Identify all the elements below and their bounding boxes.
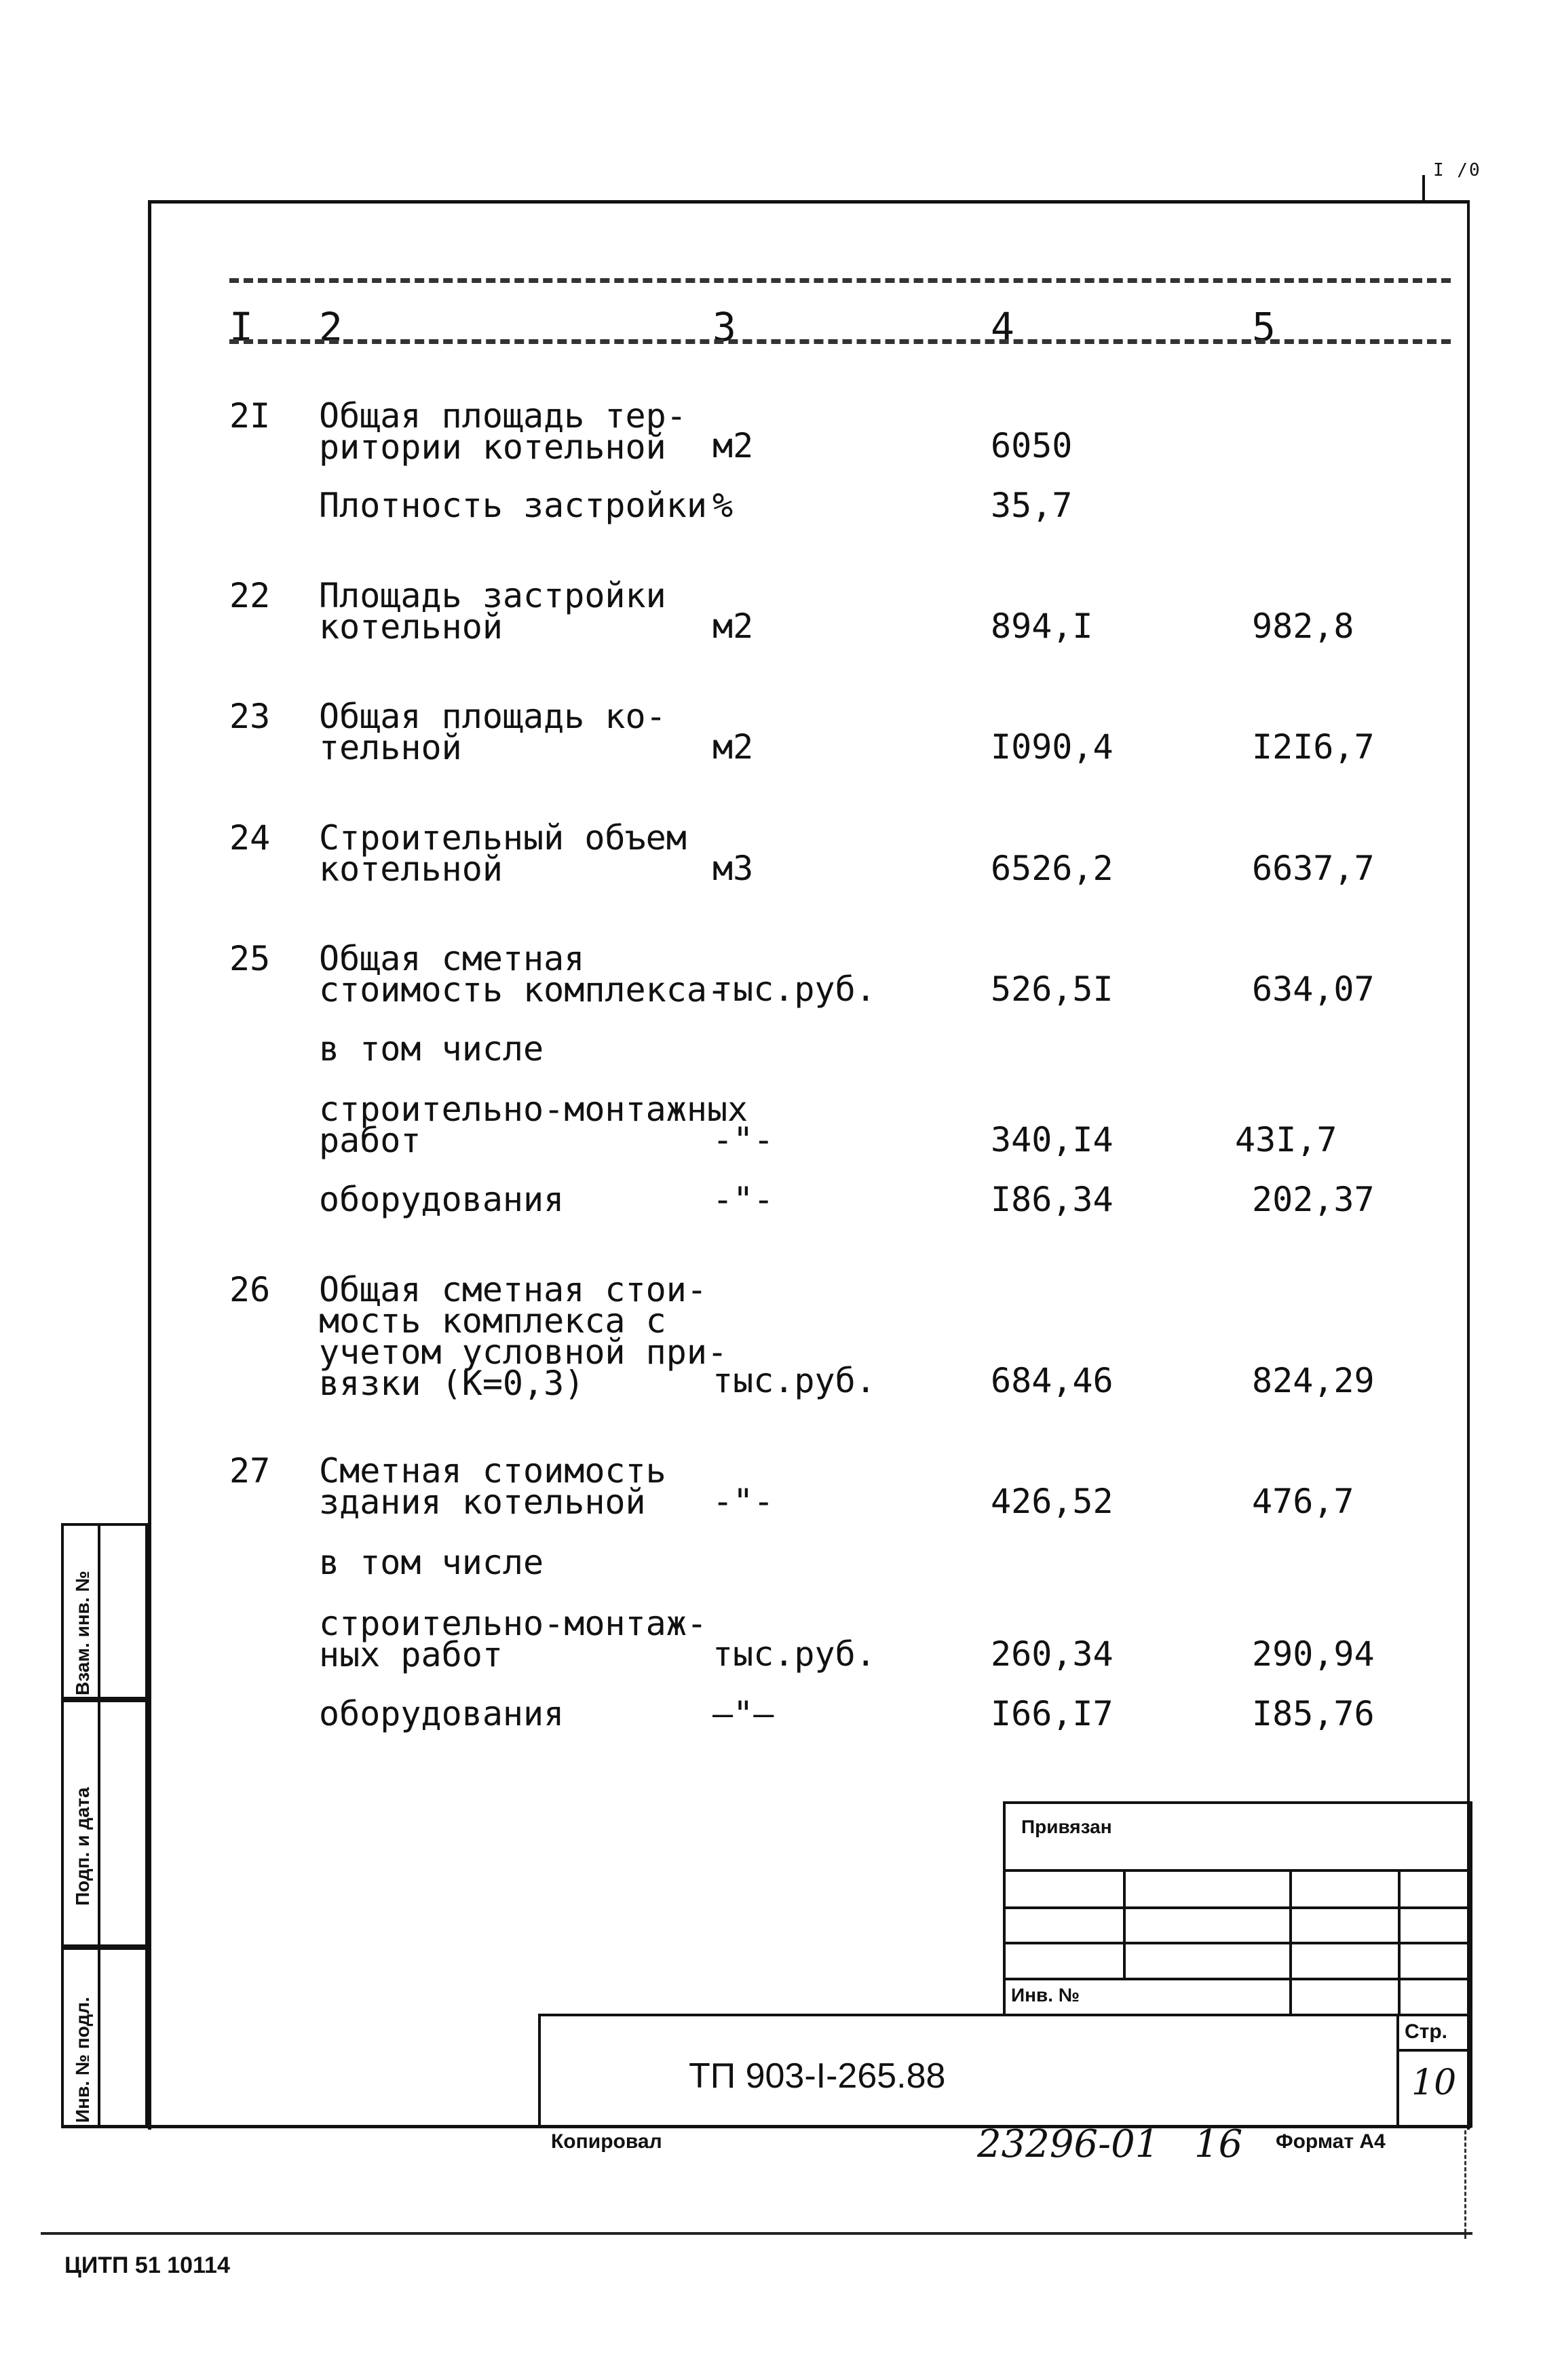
printer-mark: ЦИТП 51 10114	[64, 2252, 230, 2278]
title-block-line	[1396, 2014, 1399, 2128]
title-block-line	[1003, 1942, 1472, 1944]
row-description: в том числе	[319, 1029, 544, 1069]
row-unit: тыс.руб.	[712, 1634, 876, 1674]
side-label-inv: Инв. № подл.	[72, 1997, 93, 2123]
row-description: Общая площадь тер- ритории котельной	[319, 396, 687, 467]
row-number: 22	[229, 576, 271, 615]
handwritten-code: 23296-01	[977, 2122, 1160, 2166]
row-description: Общая сметная стоимость комплекса-	[319, 939, 728, 1010]
format-label: Формат А4	[1276, 2130, 1386, 2153]
row-unit: м2	[712, 727, 754, 767]
row-value-alt: 634,07	[1252, 970, 1375, 1009]
header-col-4: 4	[991, 304, 1014, 350]
row-value-alt: 476,7	[1252, 1482, 1354, 1521]
row-value-alt: 6637,7	[1252, 849, 1375, 888]
row-unit: тыс.руб.	[712, 1361, 876, 1400]
dash-separator-top	[229, 278, 1451, 283]
row-value-alt: I2I6,7	[1252, 727, 1375, 767]
header-col-2: 2	[319, 304, 343, 350]
title-block-line	[1289, 1869, 1292, 2016]
title-block-line	[1003, 1978, 1472, 1980]
title-block-line	[1003, 1906, 1472, 1909]
row-value-project: 35,7	[991, 486, 1073, 525]
row-description: Общая площадь ко- тельной	[319, 697, 666, 767]
dash-separator-header	[229, 339, 1451, 344]
row-value-project: 426,52	[991, 1482, 1114, 1521]
row-unit: %	[712, 486, 734, 525]
side-label-vzam: Взам. инв. №	[72, 1571, 93, 1695]
row-description: Сметная стоимость здания котельной	[319, 1451, 666, 1522]
row-number: 25	[229, 939, 271, 978]
right-edge-dash	[1464, 2130, 1469, 2239]
row-value-alt: 43I,7	[1235, 1120, 1337, 1159]
row-number: 26	[229, 1270, 271, 1309]
header-col-5: 5	[1252, 304, 1276, 350]
row-description: строительно-монтаж- ных работ	[319, 1604, 707, 1674]
title-block-line	[1123, 1869, 1126, 1978]
row-unit: —"—	[712, 1694, 774, 1733]
row-value-project: 6526,2	[991, 849, 1114, 888]
row-unit: м3	[712, 849, 754, 888]
side-stamp-podp	[61, 1700, 148, 1947]
row-value-project: 6050	[991, 426, 1073, 465]
row-number: 24	[229, 818, 271, 858]
row-value-project: 340,I4	[991, 1120, 1114, 1159]
header-col-3: 3	[712, 304, 736, 350]
row-description: оборудования	[319, 1694, 565, 1733]
row-number: 23	[229, 697, 271, 736]
row-value-alt: 982,8	[1252, 607, 1354, 646]
row-description: строительно-монтажных работ	[319, 1090, 748, 1160]
row-value-alt: 290,94	[1252, 1634, 1375, 1674]
sheet-bottom-line	[41, 2232, 1472, 2235]
row-unit: м2	[712, 426, 754, 465]
row-unit: -"-	[712, 1180, 774, 1219]
row-unit: тыс.руб.	[712, 970, 876, 1009]
row-value-project: I090,4	[991, 727, 1114, 767]
corner-tick	[1422, 175, 1425, 202]
row-description: в том числе	[319, 1543, 544, 1582]
row-value-alt: I85,76	[1252, 1694, 1375, 1733]
inv-no-label: Инв. №	[1011, 1984, 1080, 2005]
title-block-line	[1396, 2049, 1472, 2052]
page-number: 10	[1411, 2062, 1457, 2103]
side-stamp-inv	[61, 1947, 148, 2128]
page-label: Стр.	[1405, 2020, 1448, 2043]
row-value-alt: 824,29	[1252, 1361, 1375, 1400]
row-value-project: 526,5I	[991, 970, 1114, 1009]
document-code: ТП 903-I-265.88	[689, 2056, 946, 2096]
row-number: 27	[229, 1451, 271, 1491]
header-col-1: I	[229, 304, 253, 350]
row-description: Плотность застройки	[319, 486, 707, 525]
row-unit: -"-	[712, 1482, 774, 1521]
row-value-project: 684,46	[991, 1361, 1114, 1400]
side-label-podp: Подп. и дата	[72, 1787, 93, 1906]
row-unit: -"-	[712, 1120, 774, 1159]
row-description: Площадь застройки котельной	[319, 576, 666, 647]
privyazan-label: Привязан	[1021, 1816, 1112, 1837]
title-block-line	[1398, 1869, 1401, 2016]
title-block-line	[1003, 1869, 1472, 1872]
row-description: Строительный объем котельной	[319, 818, 687, 889]
row-value-project: I86,34	[991, 1180, 1114, 1219]
corner-mark: I /0	[1433, 160, 1481, 180]
side-stamp-vzam	[61, 1523, 148, 1700]
row-value-project: 260,34	[991, 1634, 1114, 1674]
kopiroval-label: Копировал	[551, 2130, 662, 2153]
row-value-alt: 202,37	[1252, 1180, 1375, 1219]
row-unit: м2	[712, 607, 754, 646]
row-value-project: I66,I7	[991, 1694, 1114, 1733]
handwritten-sheet: 16	[1194, 2122, 1243, 2166]
title-block-main	[538, 2014, 1472, 2128]
row-number: 2I	[229, 396, 271, 436]
row-value-project: 894,I	[991, 607, 1093, 646]
row-description: Общая сметная стои- мость комплекса с учетом условной при- вязки (К=0,3)	[319, 1270, 728, 1403]
row-description: оборудования	[319, 1180, 565, 1219]
